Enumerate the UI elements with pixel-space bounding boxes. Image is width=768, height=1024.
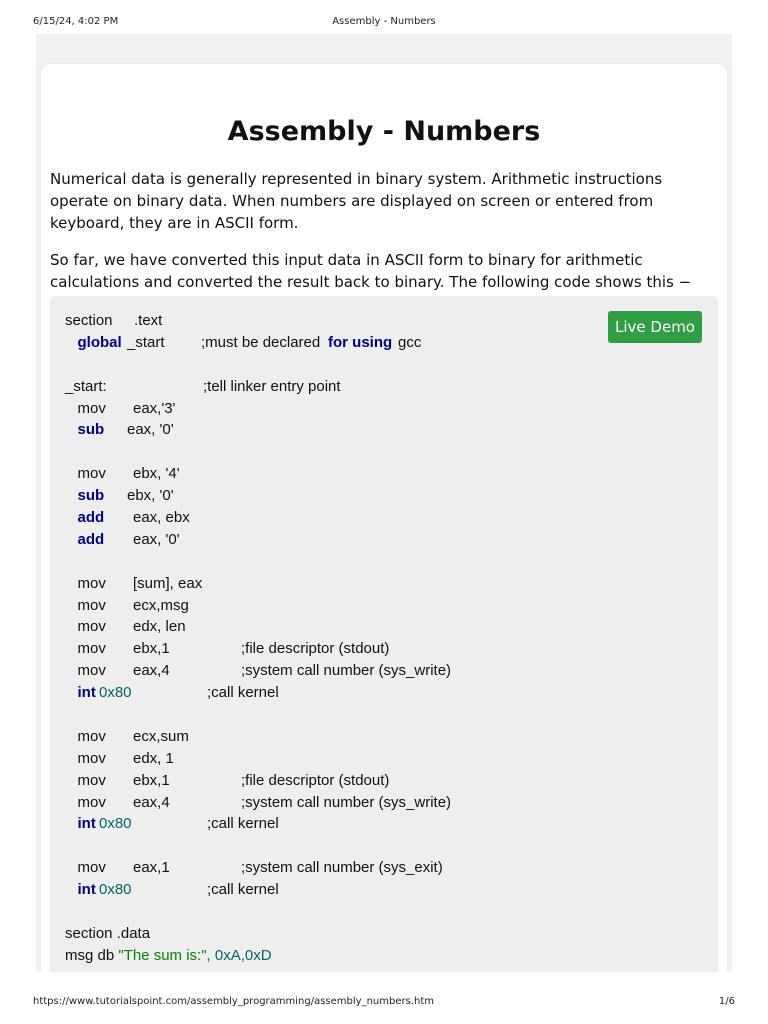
code-line: [65, 551, 585, 573]
code-line: mov ebx, '4': [65, 465, 180, 483]
code-line: mov edx, len: [65, 618, 186, 636]
code-line: mov eax,4 ;system call number (sys_write): [65, 793, 452, 811]
code-line: section .text: [65, 312, 163, 329]
code-line: int 0x80 ;call kernel: [65, 815, 279, 833]
code-line: msg db "The sum is:", 0xA,0xD: [65, 946, 272, 964]
code-line: sub eax, '0': [65, 421, 174, 439]
code-line: mov ecx,msg: [65, 596, 189, 614]
code-line: int 0x80 ;call kernel: [65, 684, 279, 702]
live-demo-button[interactable]: Live Demo: [608, 311, 702, 343]
code-line: add eax, ebx: [65, 509, 190, 527]
conversion-paragraph: So far, we have converted this input data in ASCII form to binary for arithmetic calculations and converted the result back to binary. The following code shows this −: [50, 251, 692, 291]
code-listing: [65, 310, 585, 967]
code-line: add eax, '0': [65, 530, 180, 548]
code-block: [50, 296, 718, 972]
code-line: global _start ;must be declared for using gcc: [65, 333, 422, 351]
article-card: [41, 64, 727, 972]
code-line: mov eax,1 ;system call number (sys_exit): [65, 859, 443, 877]
print-footer: [0, 996, 768, 1010]
print-title: Assembly - Numbers: [332, 16, 436, 27]
code-line: mov ebx,1 ;file descriptor (stdout): [65, 640, 390, 658]
code-line: mov eax,'3': [65, 399, 176, 417]
code-line: mov ecx,sum: [65, 727, 189, 745]
code-line: mov eax,4 ;system call number (sys_write): [65, 662, 452, 680]
code-line: [65, 835, 585, 857]
code-line: section .data: [65, 924, 151, 942]
code-line: mov [sum], eax: [65, 574, 203, 592]
print-url: https://www.tutorialspoint.com/assembly_programming/assembly_numbers.htm: [33, 996, 435, 1007]
page-title: Assembly - Numbers: [227, 116, 541, 147]
page-number: 1/6: [718, 996, 735, 1007]
code-line: mov ebx,1 ;file descriptor (stdout): [65, 771, 390, 789]
intro-paragraph: Numerical data is generally represented in binary system. Arithmetic instructions operate on binary data. When numbers are displayed on screen or entered from keyboard, they are in ASCII form.: [50, 170, 663, 232]
print-header: [0, 16, 768, 30]
code-line: [65, 441, 585, 463]
code-line: mov edx, 1: [65, 749, 174, 767]
code-line: sub ebx, '0': [65, 487, 174, 505]
page-frame: [36, 34, 732, 972]
print-datetime: 6/15/24, 4:02 PM: [33, 16, 119, 27]
code-line: int 0x80 ;call kernel: [65, 881, 279, 899]
code-line: [65, 704, 585, 726]
code-line: [65, 901, 585, 923]
code-line: _start: ;tell linker entry point: [65, 377, 341, 395]
code-line: [65, 354, 585, 376]
